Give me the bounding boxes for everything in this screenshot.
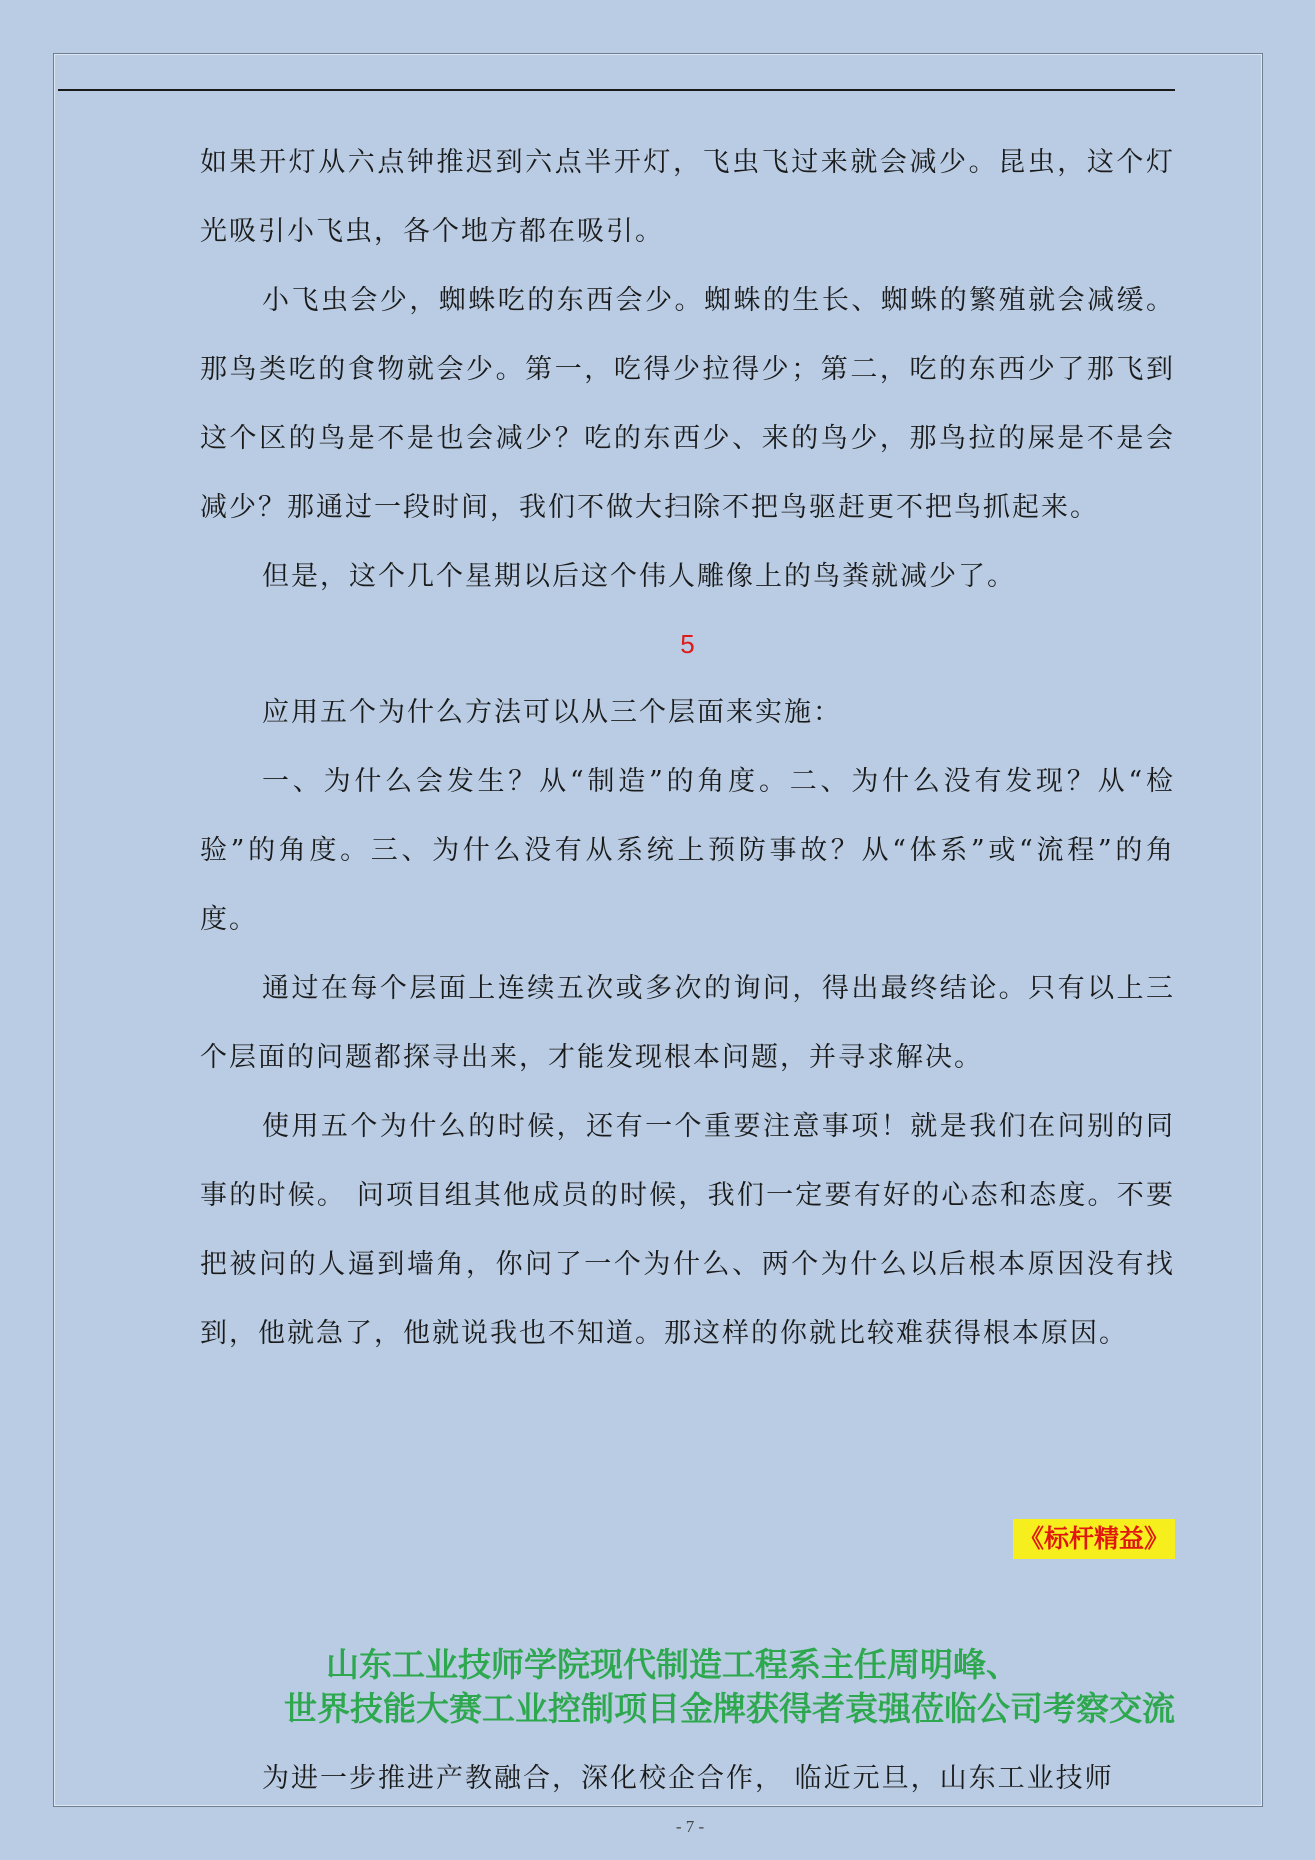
paragraph-1: 如果开灯从六点钟推迟到六点半开灯，飞虫飞过来就会减少。昆虫，这个灯光吸引小飞虫，各个地方都在吸引。 [200, 147, 1175, 247]
paragraph-7: 使用五个为什么的时候，还有一个重要注意事项！就是我们在问别的同事的时候。 问项目组其他成员的时候，我们一定要有好的心态和态度。不要把被问的人逼到墙角，你问了一个为什么、两个为什么以后根本原因没有找到，他就急了，他就说我也不知道。那这样的你就比较难获得根本原因。 [200, 1111, 1175, 1349]
news-headline [130, 1643, 1175, 1731]
page-number: - 7 - [675, 1817, 705, 1836]
news-headline-line-2: 世界技能大赛工业控制项目金牌获得者袁强莅临公司考察交流 [284, 1689, 1175, 1728]
paragraph-4: 应用五个为什么方法可以从三个层面来实施： [262, 697, 842, 728]
paragraph-5: 一、为什么会发生？从“制造”的角度。二、为什么没有发现？从“检验”的角度。三、为什么没有从系统上预防事故？从“体系”或“流程”的角度。 [200, 766, 1175, 935]
news-lead-paragraph: 为进一步推进产教融合，深化校企合作， 临近元旦，山东工业技师 [262, 1763, 1114, 1794]
paragraph-3: 但是，这个几个星期以后这个伟人雕像上的鸟粪就减少了。 [262, 561, 1016, 592]
source-row [200, 1519, 1175, 1559]
article-body [200, 128, 1175, 1368]
paragraph-6: 通过在每个层面上连续五次或多次的询问，得出最终结论。只有以上三个层面的问题都探寻出来，才能发现根本问题，并寻求解决。 [200, 973, 1175, 1073]
news-headline-line-1: 山东工业技师学院现代制造工程系主任周明峰、 [326, 1645, 1019, 1684]
paragraph-2: 小飞虫会少，蜘蛛吃的东西会少。蜘蛛的生长、蜘蛛的繁殖就会减缓。那鸟类吃的食物就会少。第一，吃得少拉得少；第二，吃的东西少了那飞到这个区的鸟是不是也会减少？吃的东西少、来的鸟少，那鸟拉的屎是不是会减少？那通过一段时间，我们不做大扫除不把鸟驱赶更不把鸟抓起来。 [200, 285, 1175, 523]
source-badge: 《标杆精益》 [1013, 1519, 1175, 1559]
section-number: 5 [680, 629, 695, 659]
header-rule [58, 89, 1175, 91]
